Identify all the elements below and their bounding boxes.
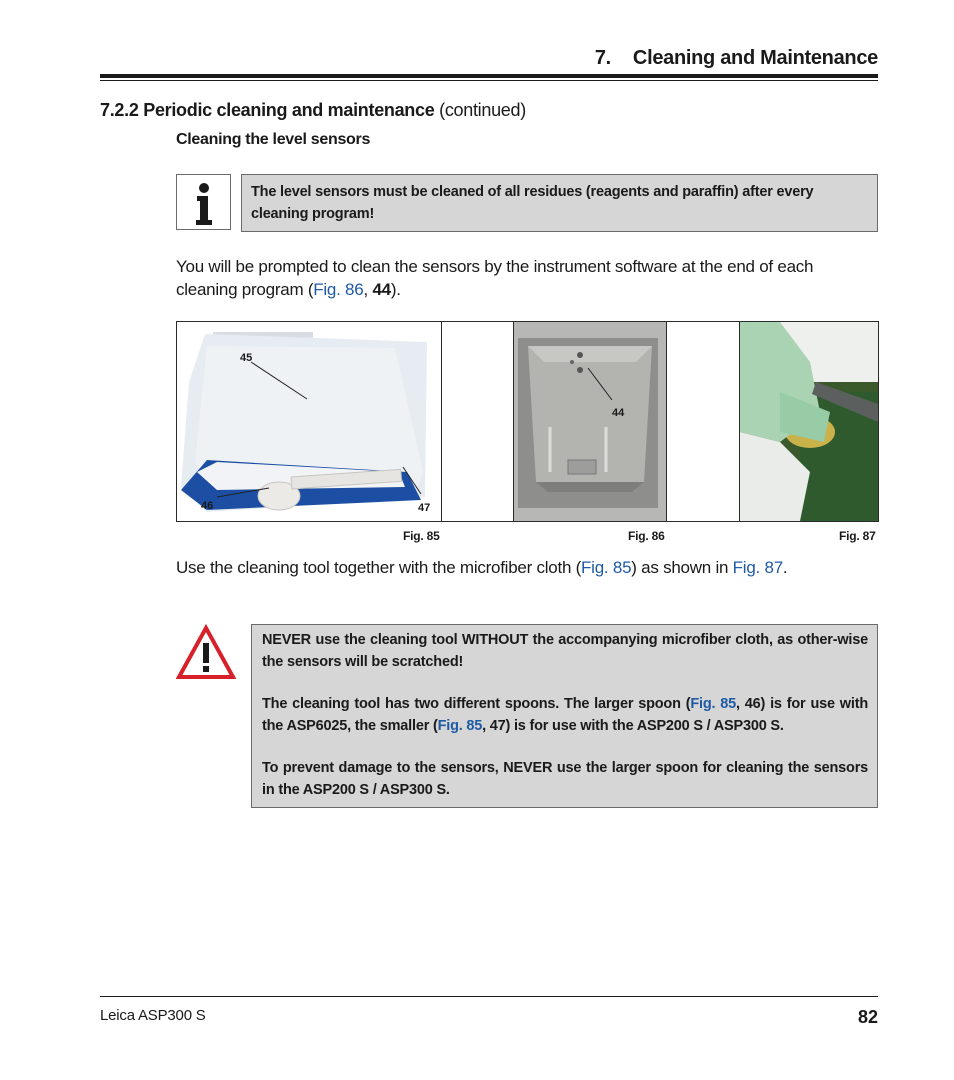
warning-box — [251, 624, 878, 808]
fig85-caption: Fig. 85 — [403, 529, 440, 543]
paragraph-text-middle: ) as shown in — [631, 558, 733, 577]
info-note: The level sensors must be cleaned of all residues (reagents and paraffin) after every cleaning program! — [241, 174, 878, 232]
figure-85-photo — [176, 321, 442, 522]
separator: , — [363, 280, 373, 299]
fig85-link-warning-2[interactable]: Fig. 85 — [437, 717, 483, 734]
cleaning-sensor-image — [740, 322, 878, 521]
fig86-caption: Fig. 86 — [628, 529, 665, 543]
callout-46: 46 — [201, 500, 214, 512]
microfiber-cloth-image — [177, 322, 441, 521]
callout-44: 44 — [612, 407, 625, 419]
fig85-link-warning-1[interactable]: Fig. 85 — [690, 696, 736, 712]
header-rule — [100, 74, 878, 78]
fig87-link[interactable]: Fig. 87 — [732, 558, 783, 577]
warning-paragraph-2 — [262, 694, 868, 737]
fig85-link[interactable]: Fig. 85 — [581, 558, 632, 577]
callout-45: 45 — [240, 352, 253, 364]
chapter-title: Cleaning and Maintenance — [632, 47, 878, 69]
footer-rule — [100, 996, 878, 997]
warning-paragraph-3: To prevent damage to the sensors, NEVER use the larger spoon for cleaning the sensors in the ASP200 S / ASP300 S. — [262, 760, 868, 798]
paragraph-sensor-prompt — [176, 255, 878, 301]
chapter-number: 7. — [594, 47, 611, 69]
subsection-title: Cleaning the level sensors — [176, 131, 371, 148]
paragraph-text-end: ). — [390, 280, 401, 299]
section-title-text: 7.2.2 Periodic cleaning and maintenance — [100, 100, 435, 120]
paragraph-cleaning-tool — [176, 556, 878, 579]
warning-paragraph-1: NEVER use the cleaning tool WITHOUT the accompanying microfiber cloth, as other-wise the sensors will be scratched! — [262, 632, 868, 670]
warning-text: , 47) is for use with the ASP200 S / ASP300 S. — [482, 717, 784, 734]
section-title — [100, 100, 526, 121]
figure-86-photo — [513, 321, 667, 522]
info-icon — [176, 174, 231, 230]
retort-chamber-image — [514, 322, 666, 521]
callout-47: 47 — [418, 502, 431, 514]
section-continued: (continued) — [439, 100, 526, 120]
footer-product: Leica ASP300 S — [100, 1007, 206, 1024]
paragraph-text: You will be prompted to clean the sensors by the instrument software at the end of each cleaning program ( — [176, 257, 814, 299]
figure-87-photo — [739, 321, 879, 522]
warning-text: , 46) is for use with the ASP6025, the smaller ( — [262, 696, 868, 734]
header-rule-thin — [100, 80, 878, 81]
page-number: 82 — [857, 1007, 878, 1027]
paragraph-text-end: . — [782, 558, 788, 577]
warning-text: The cleaning tool has two different spoons. The larger spoon ( — [262, 696, 691, 712]
sensor-ref: 44 — [372, 280, 391, 299]
fig87-caption: Fig. 87 — [839, 529, 876, 543]
paragraph-text: Use the cleaning tool together with the microfiber cloth ( — [176, 558, 582, 577]
fig86-link[interactable]: Fig. 86 — [313, 280, 364, 299]
warning-triangle-icon — [176, 624, 236, 680]
chapter-header — [595, 47, 878, 70]
